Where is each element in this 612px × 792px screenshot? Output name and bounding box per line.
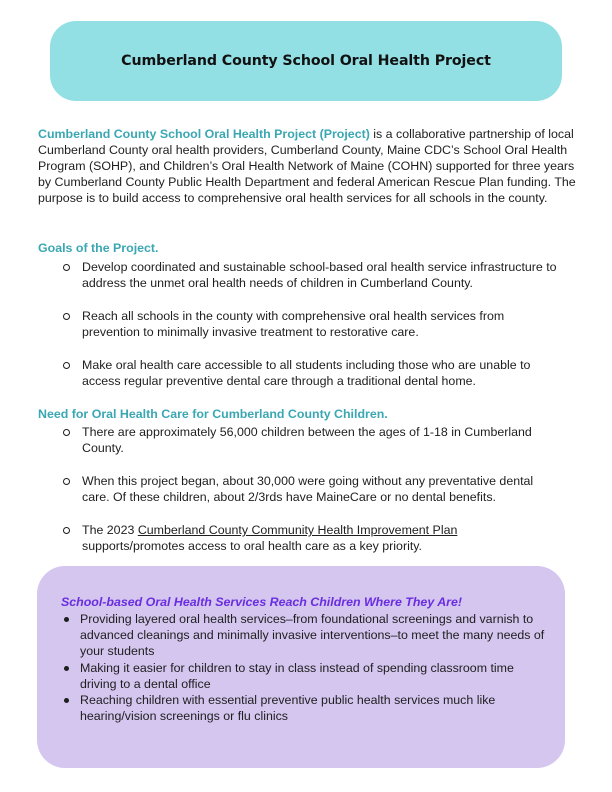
intro-paragraph [38,126,578,206]
circle-bullet-icon [63,264,70,271]
list-item: Develop coordinated and sustainable school-based oral health service infrastructure to address the unmet oral health needs of children in Cumberland County. [62,259,562,291]
callout-heading: School-based Oral Health Services Reach Children Where They Are! [61,595,462,609]
goals-list [62,259,562,389]
bullet-icon [64,617,69,622]
circle-bullet-icon [63,429,70,436]
goals-heading: Goals of the Project. [38,241,159,255]
list-item: There are approximately 56,000 children between the ages of 1-18 in Cumberland County. [62,424,562,456]
circle-bullet-icon [63,313,70,320]
list-item: The 2023 Cumberland County Community Health Improvement Plan supports/promotes access to oral health care as a key priority. [62,522,562,554]
title-banner [50,21,562,101]
project-name-lead: Cumberland County School Oral Health Project (Project) [38,127,370,141]
need-list [62,424,562,554]
chip-plan-link[interactable]: Cumberland County Community Health Improvement Plan [137,523,458,537]
list-item: When this project began, about 30,000 were going without any preventative dental care. Of these children, about 2/3rds have MaineCare or no dental benefits. [62,473,562,505]
list-item: Providing layered oral health services–from foundational screenings and varnish to advanced cleanings and minimally invasive interventions–to meet the many needs of your students [62,611,552,660]
bullet-icon [64,698,69,703]
list-item: Make oral health care accessible to all students including those who are unable to access regular preventive dental care through a traditional dental home. [62,357,562,389]
list-item: Reach all schools in the county with comprehensive oral health services from prevention to minimally invasive treatment to restorative care. [62,308,562,340]
intro-text: is a collaborative partnership of local Cumberland County oral health providers, Cumberland County, Maine CDC’s School Oral Health Program (SOHP), and Children’s Oral Health Network of Maine (COHN) supported for three years by Cumberland County Public Health Department and federal American Rescue Plan funding. The purpose is to build access to comprehensive oral health services for all schools in the county. [38,127,576,205]
page-title: Cumberland County School Oral Health Project [121,53,491,69]
circle-bullet-icon [63,362,70,369]
circle-bullet-icon [63,527,70,534]
circle-bullet-icon [63,478,70,485]
bullet-icon [64,666,69,671]
need-heading: Need for Oral Health Care for Cumberland County Children. [38,407,388,421]
list-item: Reaching children with essential preventive public health services much like hearing/vision screenings or flu clinics [62,692,552,724]
list-item: Making it easier for children to stay in class instead of spending classroom time driving to a dental office [62,660,552,692]
callout-list [62,611,552,724]
